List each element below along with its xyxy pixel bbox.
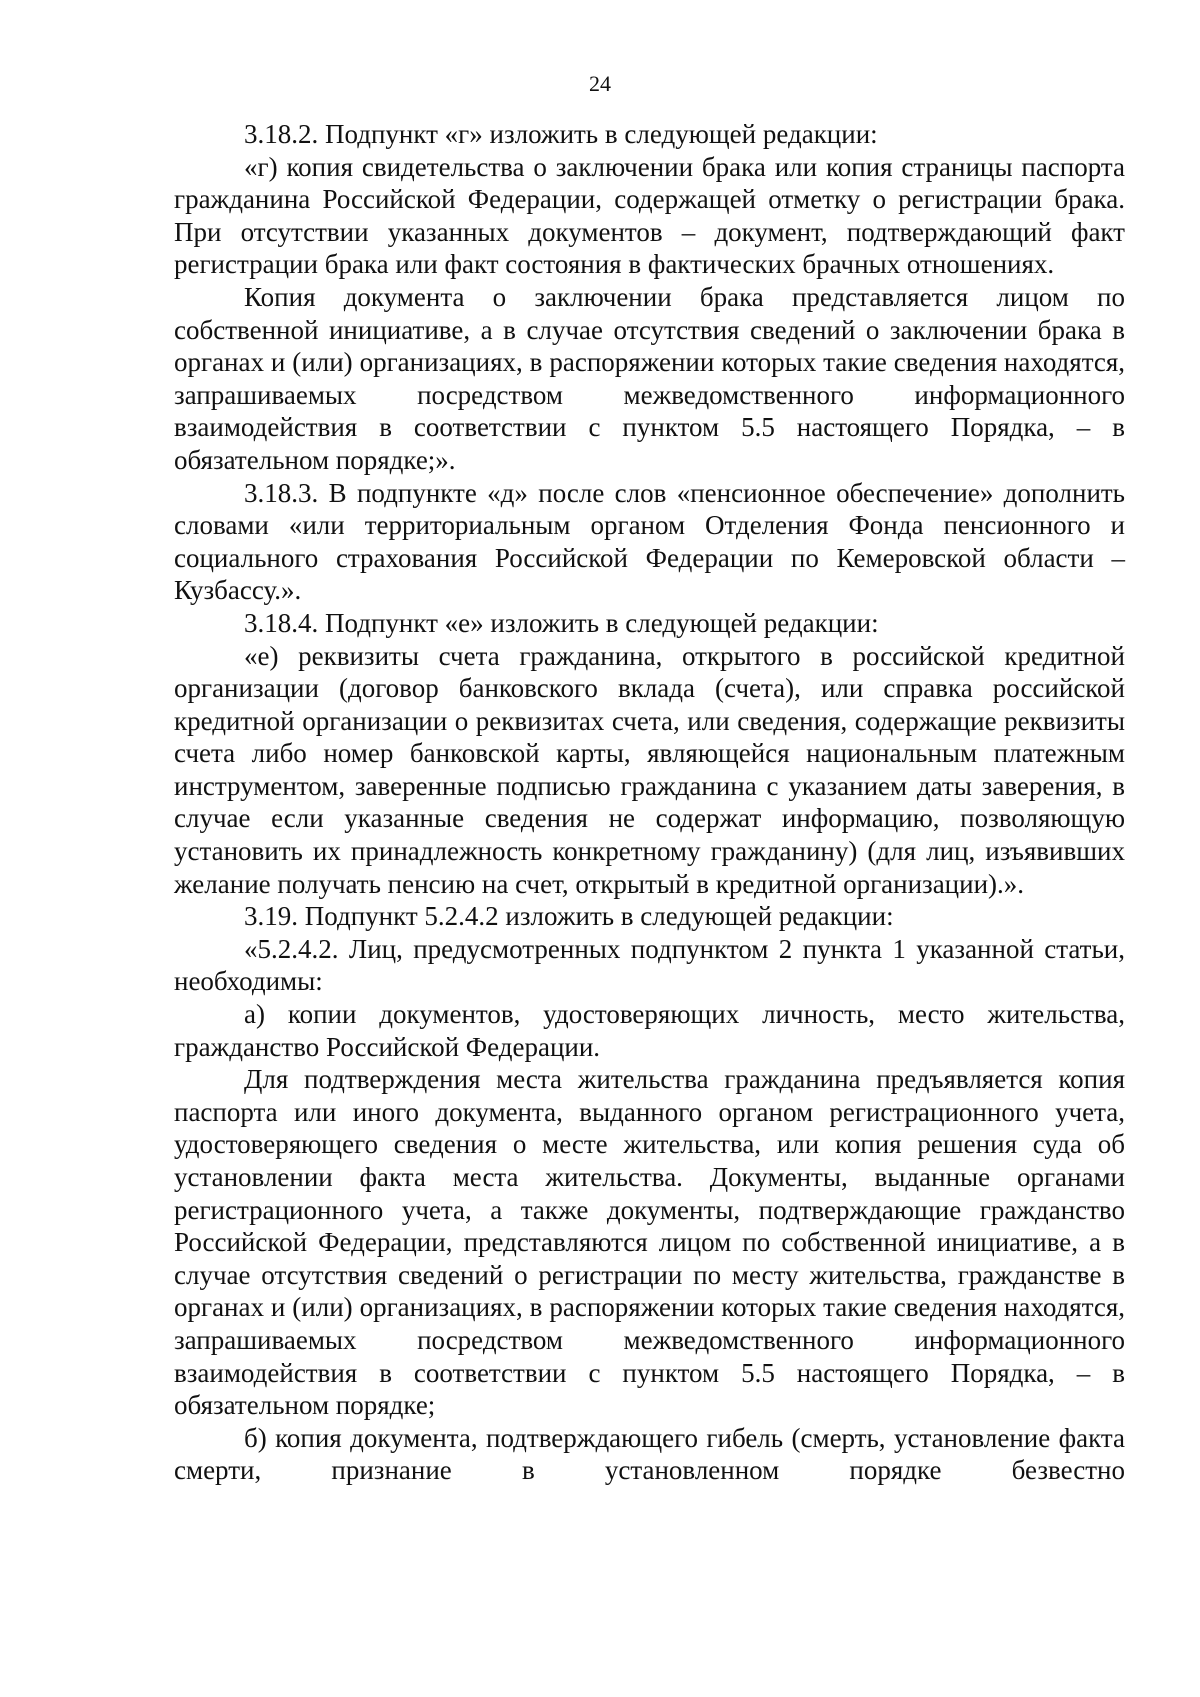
paragraph-item-e: «е) реквизиты счета гражданина, открытого в российской кредитной организации (договор банковского вклада (счета), или справка российской кредитной организации о реквизитах счета, или сведения, содержащие реквизиты счета либо номер банковской карты, являющейся национальным платежным инструментом, заверенные подписью гражданина с указанием даты заверения, в случае если указанные сведения не содержат информацию, позволяющую установить их принадлежность конкретному гражданину) (для лиц, изъявивших желание получать пенсию на счет, открытый в кредитной организации).». [174, 640, 1125, 899]
paragraph-residence-confirmation: Для подтверждения места жительства гражданина предъявляется копия паспорта или иного документа, выданного органом регистрационного учета, удостоверяющего сведения о месте жительства, или копия решения суда об установлении факта места жительства. Документы, выданные органами регистрационного учета, а также документы, подтверждающие гражданство Российской Федерации, представляются лицом по собственной инициативе, а в случае отсутствия сведений о регистрации по месту жительства, гражданстве в органах и (или) организациях, в распоряжении которых такие сведения находятся, запрашиваемых посредством межведомственного информационного взаимодействия в соответствии с пунктом 5.5 настоящего Порядка, – в обязательном порядке; [174, 1064, 1125, 1421]
paragraph-marriage-copy: Копия документа о заключении брака представляется лицом по собственной инициативе, а в случае отсутствия сведений о заключении брака в органах и (или) организациях, в распоряжении которых такие сведения находятся, запрашиваемых посредством межведомственного информационного взаимодействия в соответствии с пунктом 5.5 настоящего Порядка, – в обязательном порядке;». [174, 281, 1125, 475]
paragraph-3-19-heading: 3.19. Подпункт 5.2.4.2 изложить в следующей редакции: [244, 901, 894, 932]
page-number: 24 [589, 71, 611, 96]
paragraph-5-2-4-2: «5.2.4.2. Лиц, предусмотренных подпунктом 2 пункта 1 указанной статьи, необходимы: [174, 933, 1125, 997]
paragraph-item-b: б) копия документа, подтверждающего гибель (смерть, установление факта смерти, признание в установленном порядке безвестно [174, 1422, 1125, 1486]
paragraph-3-18-2-heading: 3.18.2. Подпункт «г» изложить в следующей редакции: [244, 119, 878, 149]
paragraph-item-g: «г) копия свидетельства о заключении брака или копия страницы паспорта гражданина Российской Федерации, содержащей отметку о регистрации брака. При отсутствии указанных документов – документ, подтверждающий факт регистрации брака или факт состояния в фактических брачных отношениях. [174, 151, 1125, 280]
paragraph-3-18-3: 3.18.3. В подпункте «д» после слов «пенсионное обеспечение» дополнить словами «или территориальным органом Отделения Фонда пенсионного и социального страхования Российской Федерации по Кемеровской области – Кузбассу.». [174, 477, 1125, 606]
paragraph-3-18-4-heading: 3.18.4. Подпункт «е» изложить в следующей редакции: [244, 607, 879, 638]
document-body [174, 118, 1125, 1487]
paragraph-item-a: а) копии документов, удостоверяющих личность, место жительства, гражданство Российской Федерации. [174, 999, 1125, 1062]
